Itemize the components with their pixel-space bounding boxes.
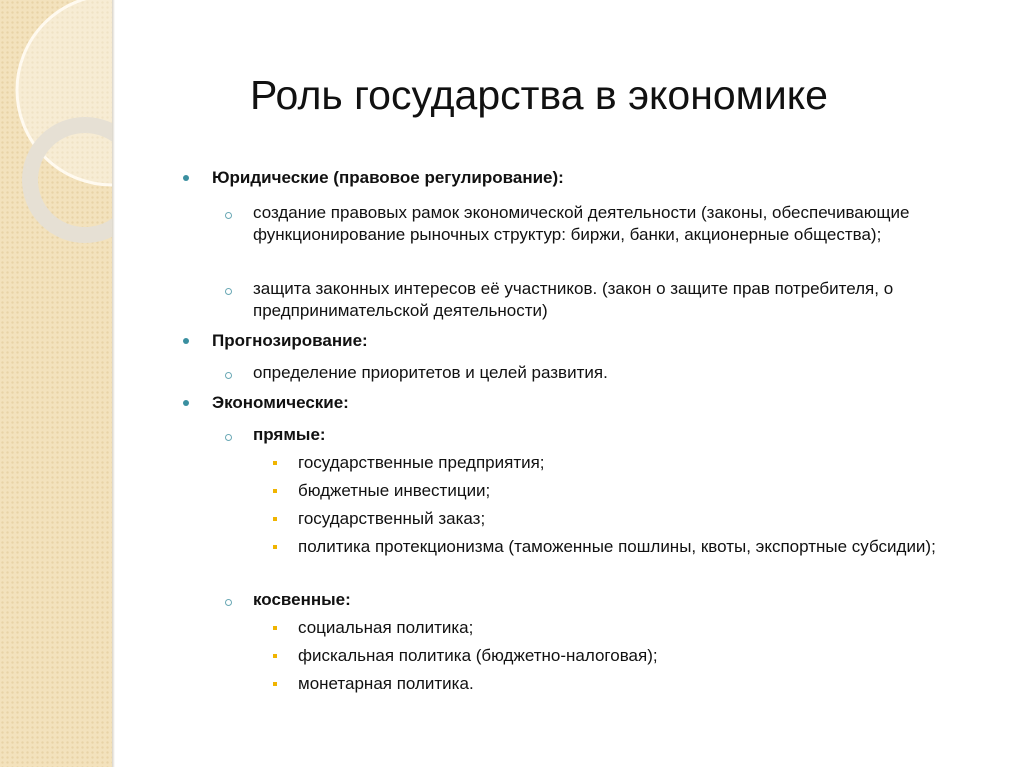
list-item-level-3 [298, 452, 988, 474]
list-item-text: монетарная политика. [298, 674, 474, 693]
list-item-text: государственные предприятия; [298, 453, 545, 472]
list-item-text: социальная политика; [298, 618, 474, 637]
bullet-icon [225, 434, 232, 441]
bullet-icon [273, 654, 277, 658]
list-item-level-3 [298, 508, 988, 530]
list-item-level-2 [253, 362, 998, 384]
bullet-icon [225, 212, 232, 219]
list-item-text: Прогнозирование: [212, 331, 368, 350]
list-item-level-3 [298, 673, 988, 695]
list-item-level-2 [253, 589, 998, 611]
list-item-text: политика протекционизма (таможенные пошлины, квоты, экспортные субсидии); [298, 537, 936, 556]
list-item-level-2 [253, 278, 998, 322]
bullet-icon [273, 517, 277, 521]
list-item-text: прямые: [253, 425, 326, 444]
decorative-circles [0, 0, 112, 767]
bullet-icon [183, 400, 189, 406]
list-item-text: Юридические (правовое регулирование): [212, 168, 564, 187]
sidebar-edge [112, 0, 115, 767]
bullet-icon [273, 461, 277, 465]
list-item-text: определение приоритетов и целей развития. [253, 363, 608, 382]
bullet-icon [183, 338, 189, 344]
bullet-icon [225, 599, 232, 606]
bullet-icon [225, 372, 232, 379]
list-item-text: косвенные: [253, 590, 351, 609]
list-item-level-3 [298, 536, 988, 558]
bullet-icon [273, 545, 277, 549]
list-item-level-2 [253, 424, 998, 446]
bullet-icon [183, 175, 189, 181]
list-item-level-1 [212, 392, 972, 414]
list-item-level-3 [298, 617, 988, 639]
slide-title: Роль государства в экономике [250, 72, 828, 118]
list-item-level-2 [253, 202, 998, 246]
bullet-icon [273, 489, 277, 493]
list-item-text: Экономические: [212, 393, 349, 412]
list-item-level-1 [212, 167, 972, 189]
bullet-icon [225, 288, 232, 295]
list-item-level-1 [212, 330, 972, 352]
bullet-icon [273, 682, 277, 686]
list-item-text: бюджетные инвестиции; [298, 481, 491, 500]
list-item-level-3 [298, 480, 988, 502]
bullet-icon [273, 626, 277, 630]
list-item-level-3 [298, 645, 988, 667]
list-item-text: создание правовых рамок экономической деятельности (законы, обеспечивающие функционирование рыночных структур: биржи, банки, акционерные общества); [253, 203, 910, 244]
list-item-text: защита законных интересов её участников. (закон о защите прав потребителя, о предпринимательской деятельности) [253, 279, 894, 320]
list-item-text: фискальная политика (бюджетно-налоговая); [298, 646, 658, 665]
list-item-text: государственный заказ; [298, 509, 486, 528]
